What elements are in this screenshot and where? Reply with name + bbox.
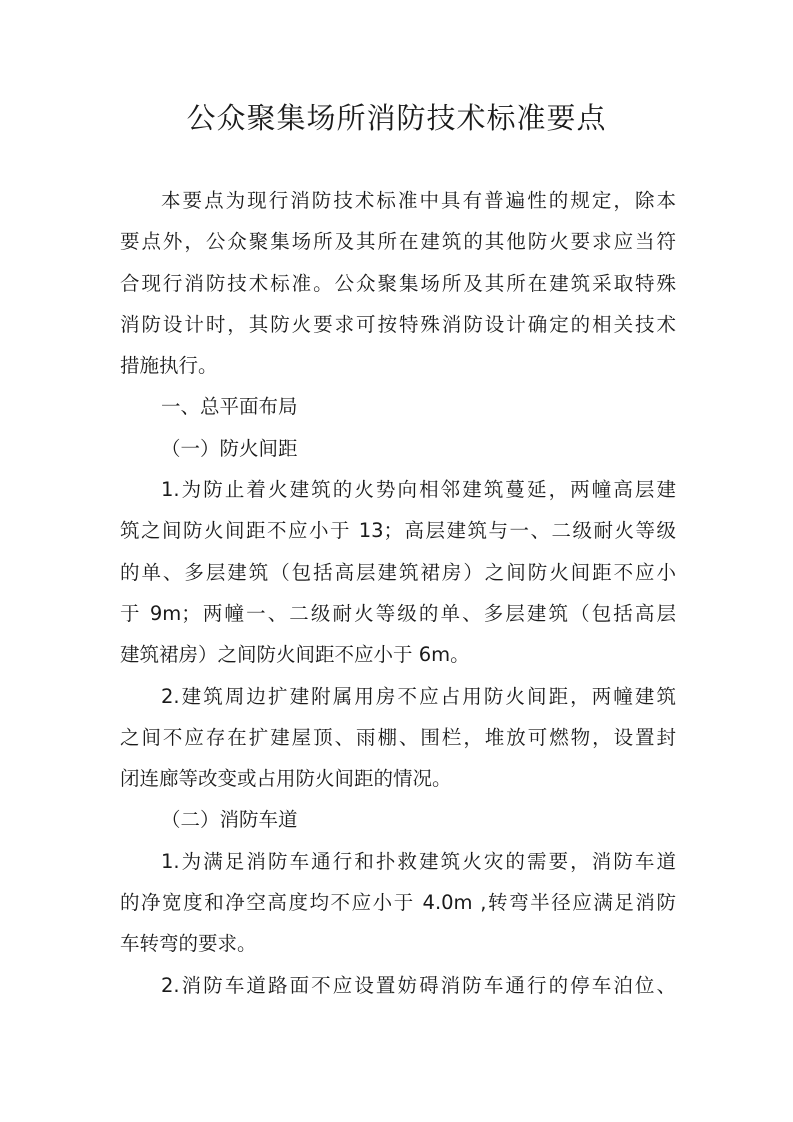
paragraph-line: 1.为防止着火建筑的火势向相邻建筑蔓延，两幢高层建 — [161, 478, 676, 502]
paragraph-line: 本要点为现行消防技术标准中具有普遍性的规定，除本 — [161, 189, 676, 212]
paragraph-line: 要点外，公众聚集场所及其所在建筑的其他防火要求应当符 — [120, 230, 676, 254]
document-body — [120, 180, 676, 1006]
paragraph-line: 车转弯的要求。 — [120, 932, 257, 956]
document-title: 公众聚集场所消防技术标准要点 — [186, 101, 607, 135]
paragraph-line: 消防设计时，其防火要求可按特殊消防设计确定的相关技术 — [120, 312, 676, 336]
paragraph-line: 1.为满足消防车通行和扑救建筑火灾的需要，消防车道 — [161, 849, 676, 873]
subsection-heading: （一）防火间距 — [161, 436, 298, 460]
paragraph-line: 措施执行。 — [120, 354, 218, 378]
paragraph-line: 之间不应存在扩建屋顶、雨棚、围栏，堆放可燃物，设置封 — [120, 725, 676, 749]
paragraph-line: 闭连廊等改变或占用防火间距的情况。 — [120, 767, 452, 791]
subsection-heading: （二）消防车道 — [161, 808, 298, 832]
paragraph-line: 筑之间防火间距不应小于 13；高层建筑与一、二级耐火等级 — [120, 519, 676, 543]
paragraph-line: 于 9m；两幢一、二级耐火等级的单、多层建筑（包括高层 — [120, 601, 676, 625]
section-heading: 一、总平面布局 — [161, 395, 298, 419]
paragraph-line: 的单、多层建筑（包括高层建筑裙房）之间防火间距不应小 — [120, 560, 676, 584]
paragraph-line: 建筑裙房）之间防火间距不应小于 6m。 — [120, 643, 470, 667]
paragraph-line: 2.消防车道路面不应设置妨碍消防车通行的停车泊位、 — [161, 973, 676, 997]
paragraph-line: 合现行消防技术标准。公众聚集场所及其所在建筑采取特殊 — [120, 271, 676, 295]
paragraph-line: 2.建筑周边扩建附属用房不应占用防火间距，两幢建筑 — [161, 684, 676, 708]
paragraph-line: 的净宽度和净空高度均不应小于 4.0m ,转弯半径应满足消防 — [120, 891, 676, 915]
